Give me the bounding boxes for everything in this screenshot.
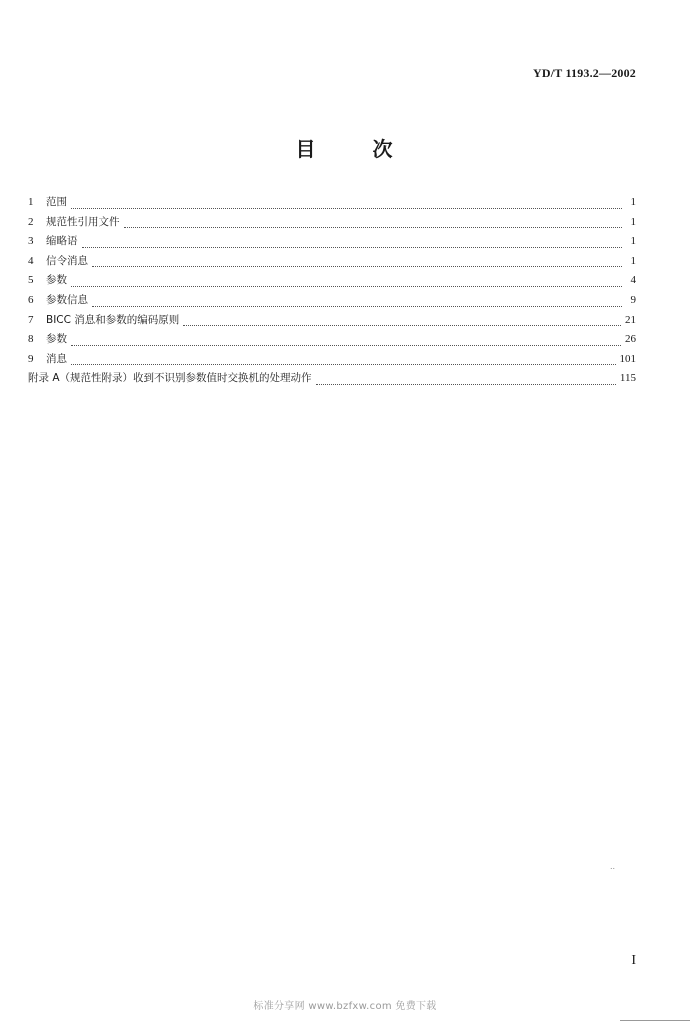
toc-entry-number: 5 <box>28 274 34 287</box>
toc-entry-page: 9 <box>630 293 636 306</box>
toc-entry[interactable] <box>28 271 636 291</box>
toc-entry-label: 缩略语 <box>46 235 78 248</box>
toc-entry-label: 参数 <box>46 333 67 346</box>
toc-entry-number: 1 <box>28 196 34 208</box>
toc-entry-label: BICC 消息和参数的编码原则 <box>46 313 180 326</box>
dot-leader <box>92 306 622 307</box>
toc-entry-page: 21 <box>625 313 636 326</box>
toc-entry-label: 参数 <box>46 274 67 287</box>
dot-leader <box>183 325 621 326</box>
toc-entry-label: 范围 <box>46 196 67 208</box>
toc-entry-number: 9 <box>28 352 34 365</box>
toc-entry-number: 2 <box>28 215 34 228</box>
standard-code: YD/T 1193.2—2002 <box>533 66 636 80</box>
toc-entry-number: 6 <box>28 293 34 306</box>
dot-leader <box>71 364 616 365</box>
toc-entry[interactable] <box>28 252 636 272</box>
corner-divider <box>620 1020 690 1021</box>
toc-entry[interactable] <box>28 232 636 252</box>
toc-entry-page: 1 <box>630 215 636 228</box>
scan-mark: .. <box>610 862 616 871</box>
toc-entry-label: 附录 A（规范性附录）收到不识别参数值时交换机的处理动作 <box>28 372 312 385</box>
toc-entry[interactable] <box>28 291 636 311</box>
toc-entry[interactable] <box>28 193 636 213</box>
dot-leader <box>82 247 623 248</box>
page-number: I <box>631 953 636 968</box>
toc-entry-label: 规范性引用文件 <box>46 215 120 228</box>
toc-entry[interactable] <box>28 311 636 331</box>
dot-leader <box>316 384 616 385</box>
dot-leader <box>71 208 622 209</box>
dot-leader <box>71 286 622 287</box>
toc-entry-page: 1 <box>630 254 636 267</box>
table-of-contents <box>28 193 636 389</box>
toc-entry-label: 消息 <box>46 352 67 365</box>
toc-entry-page: 1 <box>630 196 636 208</box>
toc-entry-number: 3 <box>28 235 34 248</box>
toc-entry-label: 信令消息 <box>46 254 88 267</box>
toc-entry-number: 7 <box>28 313 34 326</box>
toc-entry-page: 101 <box>619 352 636 365</box>
dot-leader <box>71 345 621 346</box>
toc-title-char-2: 次 <box>372 137 395 161</box>
toc-entry[interactable] <box>28 213 636 233</box>
toc-entry-page: 26 <box>625 333 636 346</box>
toc-entry[interactable] <box>28 350 636 370</box>
toc-title <box>0 133 690 162</box>
toc-entry-label: 参数信息 <box>46 293 88 306</box>
toc-entry-page: 115 <box>619 372 636 385</box>
toc-entry-number: 8 <box>28 333 34 346</box>
toc-entry-page: 4 <box>630 274 636 287</box>
toc-entry[interactable] <box>28 330 636 350</box>
dot-leader <box>124 227 623 228</box>
dot-leader <box>92 266 622 267</box>
watermark-text: 标准分享网 www.bzfxw.com 免费下载 <box>253 1001 437 1012</box>
toc-entry-page: 1 <box>630 235 636 248</box>
toc-title-char-1: 目 <box>295 137 318 161</box>
toc-entry-annex[interactable] <box>28 369 636 389</box>
toc-entry-number: 4 <box>28 254 34 267</box>
